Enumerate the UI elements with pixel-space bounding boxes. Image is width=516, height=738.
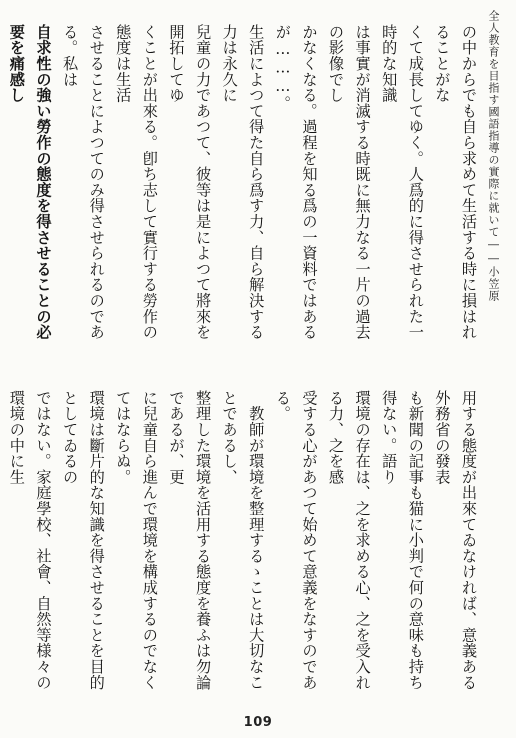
- text-line: 生活によつて得た自ら爲す力、自ら解決する力は永久に: [220, 24, 266, 340]
- text-line: 受する心があつて始めて意義をなすのである。: [273, 390, 319, 691]
- text-line: 整理した環境を活用する態度を養ふは勿論であるが、更: [167, 390, 213, 691]
- text-line: 環境の存在は、之を求める心、之を受入れる力、之を感: [327, 390, 372, 691]
- text-line: も新聞の記事も猫に小判で何の意味も持ち得ない。語り: [380, 390, 425, 691]
- upper-text-block: [7, 24, 482, 352]
- text-line: させることによつてのみ得させられるのである。私は: [61, 24, 106, 340]
- text-line: は事實が消滅する時既に無力なる一片の過去の影像でし: [327, 24, 372, 340]
- text-line: 環境は斷片的な知識を得させることを目的としてゐるの: [61, 390, 106, 691]
- text-line: に兒童自ら進んで環境を構成するのでなくてはならぬ。: [114, 390, 159, 691]
- text-line: かなくなる。過程を知る爲の一資料ではあるが………。: [273, 24, 319, 340]
- text-line: くことが出來る。卽ち志して實行する勞作の態度は生活: [114, 24, 159, 340]
- text-line: 教師が環境を整理するゝことは大切なことであるし、: [220, 390, 266, 691]
- text-line: くて成長してゆく。人爲的に得させられた一時的な知識: [380, 24, 425, 340]
- text-line: 用する態度が出來てゐなければ、意義ある外務省の發表: [433, 390, 478, 691]
- text-line: [0, 390, 3, 692]
- text-line: ではない。家庭學校、社會、自然等様々の環境の中に生: [7, 390, 53, 691]
- running-title: 全人教育を目指す國語指導の實際に就いて――小笠原: [487, 10, 500, 302]
- text-line-emphasis: 自求性の強い勞作の態度を得させることの必要を痛感し: [7, 24, 53, 340]
- lower-text-block: [7, 390, 482, 692]
- text-line: [0, 24, 3, 352]
- page-number: 109: [243, 715, 273, 730]
- text-line: の中からでも自ら求めて生活する時に損はれることがな: [433, 24, 478, 340]
- text-line: 兒童の力であつて、彼等は是によつて將來を開拓してゆ: [167, 24, 213, 340]
